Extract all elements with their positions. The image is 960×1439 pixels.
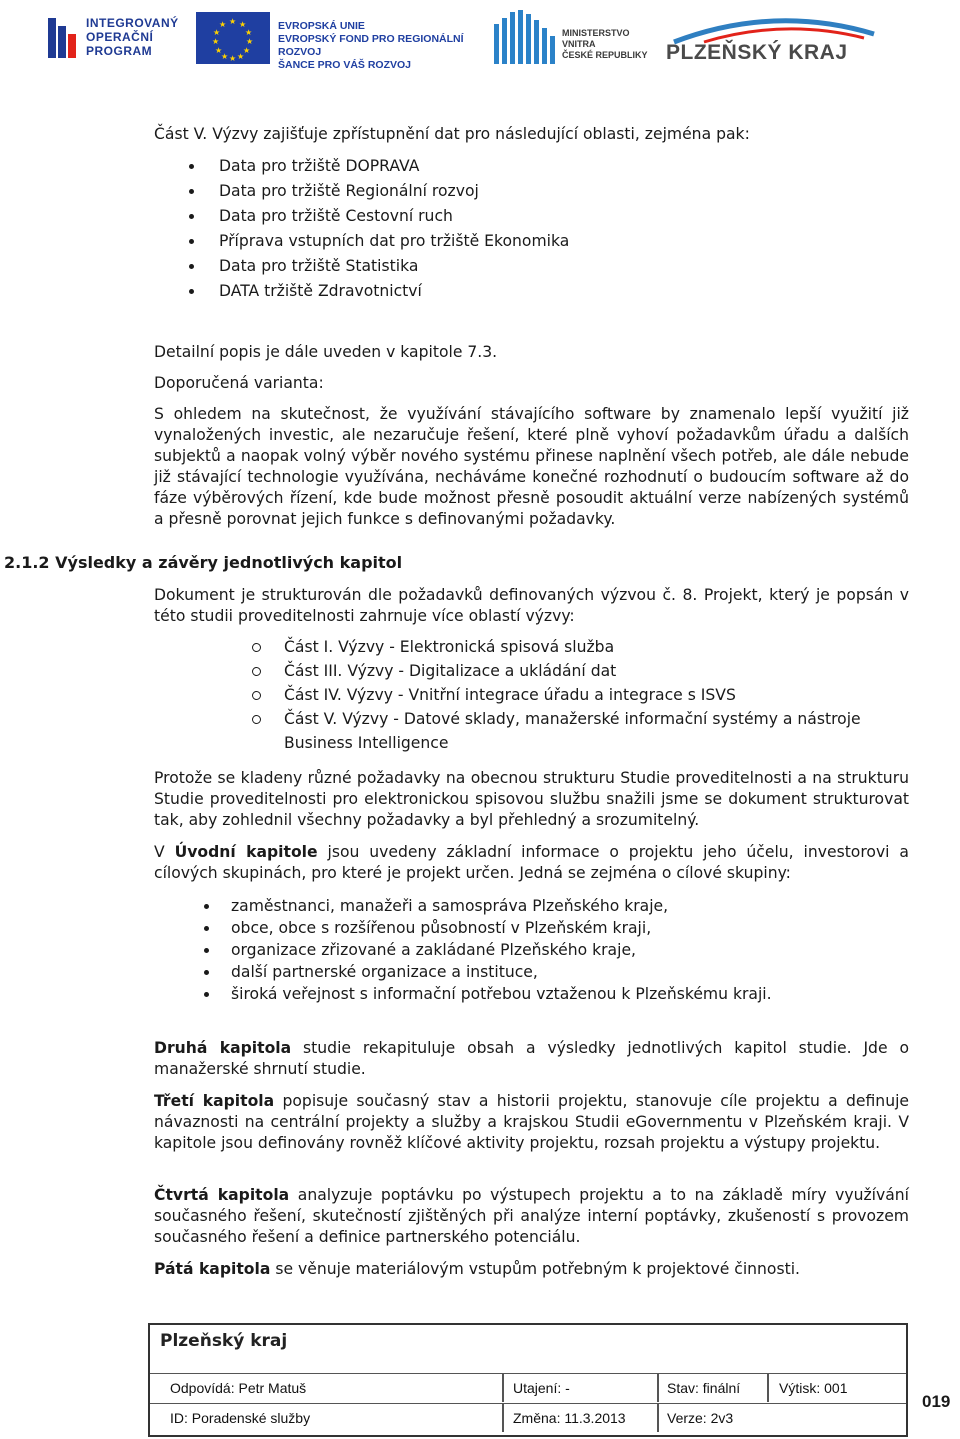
list-item: Část I. Výzvy - Elektronická spisová služba — [154, 635, 909, 659]
eu-flag-icon: ★ ★ ★ ★ ★ ★ ★ ★ ★ ★ ★ ★ — [196, 12, 270, 64]
list-item: Data pro tržiště DOPRAVA — [154, 154, 754, 179]
section-heading: 2.1.2 Výsledky a závěry jednotlivých kapitol — [4, 553, 403, 572]
list-item: DATA tržiště Zdravotnictví — [154, 279, 754, 304]
ministry-logo: MINISTERSTVO VNITRA ČESKÉ REPUBLIKY — [494, 10, 664, 64]
footer-classification: Utajení: - — [513, 1380, 570, 1396]
footer-version: Verze: 2v3 — [667, 1410, 734, 1426]
list-item: Příprava vstupních dat pro tržiště Ekonomika — [154, 229, 754, 254]
footer-title: Plzeňský kraj — [160, 1331, 288, 1351]
footer-change-date: Změna: 11.3.2013 — [513, 1410, 626, 1426]
section-v-intro: Část V. Výzvy zajišťuje zpřístupnění dat pro následující oblasti, zejména pak: — [154, 125, 750, 143]
recommended-label: Doporučená varianta: — [154, 374, 324, 392]
footer-status: Stav: finální — [667, 1380, 741, 1396]
list-item: Data pro tržiště Regionální rozvoj — [154, 179, 754, 204]
ministry-grid-icon — [494, 10, 554, 64]
iop-mark-icon — [48, 18, 78, 58]
footer-copy: Výtisk: 001 — [779, 1380, 848, 1396]
third-chapter-paragraph: Třetí kapitola popisuje současný stav a historii projektu, stanovuje cíle projektu a definuje návaznosti na centrální projekty a služby a krajskou Studii eGovernmentu v Plzeňském kraji. V kapitole jsou definovány rovněž klíčové aktivity projektu, rozsah projektu a výstupy projektu. — [154, 1092, 910, 1152]
list-item: Část V. Výzvy - Datové sklady, manažerské informační systémy a nástroje Business Intelligence — [154, 707, 909, 755]
detail-reference: Detailní popis je dále uveden v kapitole 7.3. — [154, 343, 498, 361]
iop-logo: INTEGROVANÝ OPERAČNÍ PROGRAM — [48, 12, 178, 64]
plzensky-kraj-logo: PLZEŇSKÝ KRAJ — [664, 12, 884, 70]
recommended-text: S ohledem na skutečnost, že využívání stávajícího software by znamenalo lepší využití již vynaložených investic, ale nezaručuje řešení, které plně vyhoví požadavkům úřadu a dalších subjektů a naopak volný výběr nového systému přinese naplnění všech potřeb, ale dále nebude již stávající technologie využívána, necháváme konečné rozhodnutí o budoucím software až do fáze výběrových řízení, kde bude možnost přesně posoudit aktuální verze nabízených systémů a přesně porovnat jejich funkce s definovanými požadavky. — [154, 405, 909, 528]
document-intro: Dokument je strukturován dle požadavků definovaných výzvou č. 8. Projekt, který je popsán v této studii proveditelnosti zahrnuje více oblastí výzvy: — [154, 586, 909, 625]
list-item: obce, obce s rozšířenou působností v Plzeňském kraji, — [154, 917, 909, 939]
list-item: Část IV. Výzvy - Vnitřní integrace úřadu a integrace s ISVS — [154, 683, 909, 707]
fourth-chapter-paragraph: Čtvrtá kapitola analyzuje poptávku po výstupech projektu a to na základě míry využívání současného řešení, skutečností zjištěných při analýze interní poptávky, zkušeností s provozem současného řešení a definice partnerského potenciálu. — [154, 1186, 909, 1246]
list-item: zaměstnanci, manažeři a samospráva Plzeňského kraje, — [154, 895, 909, 917]
footer-id: ID: Poradenské služby — [170, 1410, 311, 1426]
list-item: organizace zřizované a zakládané Plzeňského kraje, — [154, 939, 909, 961]
list-item: Část III. Výzvy - Digitalizace a ukládání dat — [154, 659, 909, 683]
footer-row-1 — [150, 1373, 906, 1402]
call-parts-list — [154, 635, 909, 755]
intro-chapter-paragraph: V Úvodní kapitole jsou uvedeny základní informace o projektu jeho účelu, investorovi a cílových skupinách, pro které je projekt určen. Jedná se zejména o cílové skupiny: — [154, 843, 909, 882]
document-footer — [148, 1323, 908, 1437]
target-groups-list — [154, 895, 909, 1005]
page-number: 019 — [922, 1392, 951, 1411]
list-item: další partnerské organizace a instituce, — [154, 961, 909, 983]
eu-logo: ★ ★ ★ ★ ★ ★ ★ ★ ★ ★ ★ ★ EVROPSKÁ UNIE EVROPSKÝ FOND PRO REGIONÁLNÍ ROZVOJ ŠANCE PRO VÁŠ ROZVOJ — [196, 12, 488, 64]
footer-responsible: Odpovídá: Petr Matuš — [170, 1380, 307, 1396]
fifth-chapter-paragraph: Pátá kapitola se věnuje materiálovým vstupům potřebným k projektové činnosti. — [154, 1260, 800, 1278]
list-item: široká veřejnost s informační potřebou vztaženou k Plzeňskému kraji. — [154, 983, 909, 1005]
data-markets-list — [154, 154, 754, 304]
list-item: Data pro tržiště Cestovní ruch — [154, 204, 754, 229]
footer-row-2 — [150, 1403, 906, 1432]
structure-paragraph: Protože se kladeny různé požadavky na obecnou strukturu Studie proveditelnosti a na strukturu Studie proveditelnosti pro elektronickou spisovou službu snažili jsme se dokument strukturovat tak, aby zohlednil všechny požadavky a byl přehledný a srozumitelný. — [154, 769, 909, 829]
list-item: Data pro tržiště Statistika — [154, 254, 754, 279]
second-chapter-paragraph: Druhá kapitola studie rekapituluje obsah a výsledky jednotlivých kapitol studie. Jde o manažerské shrnutí studie. — [154, 1039, 909, 1078]
